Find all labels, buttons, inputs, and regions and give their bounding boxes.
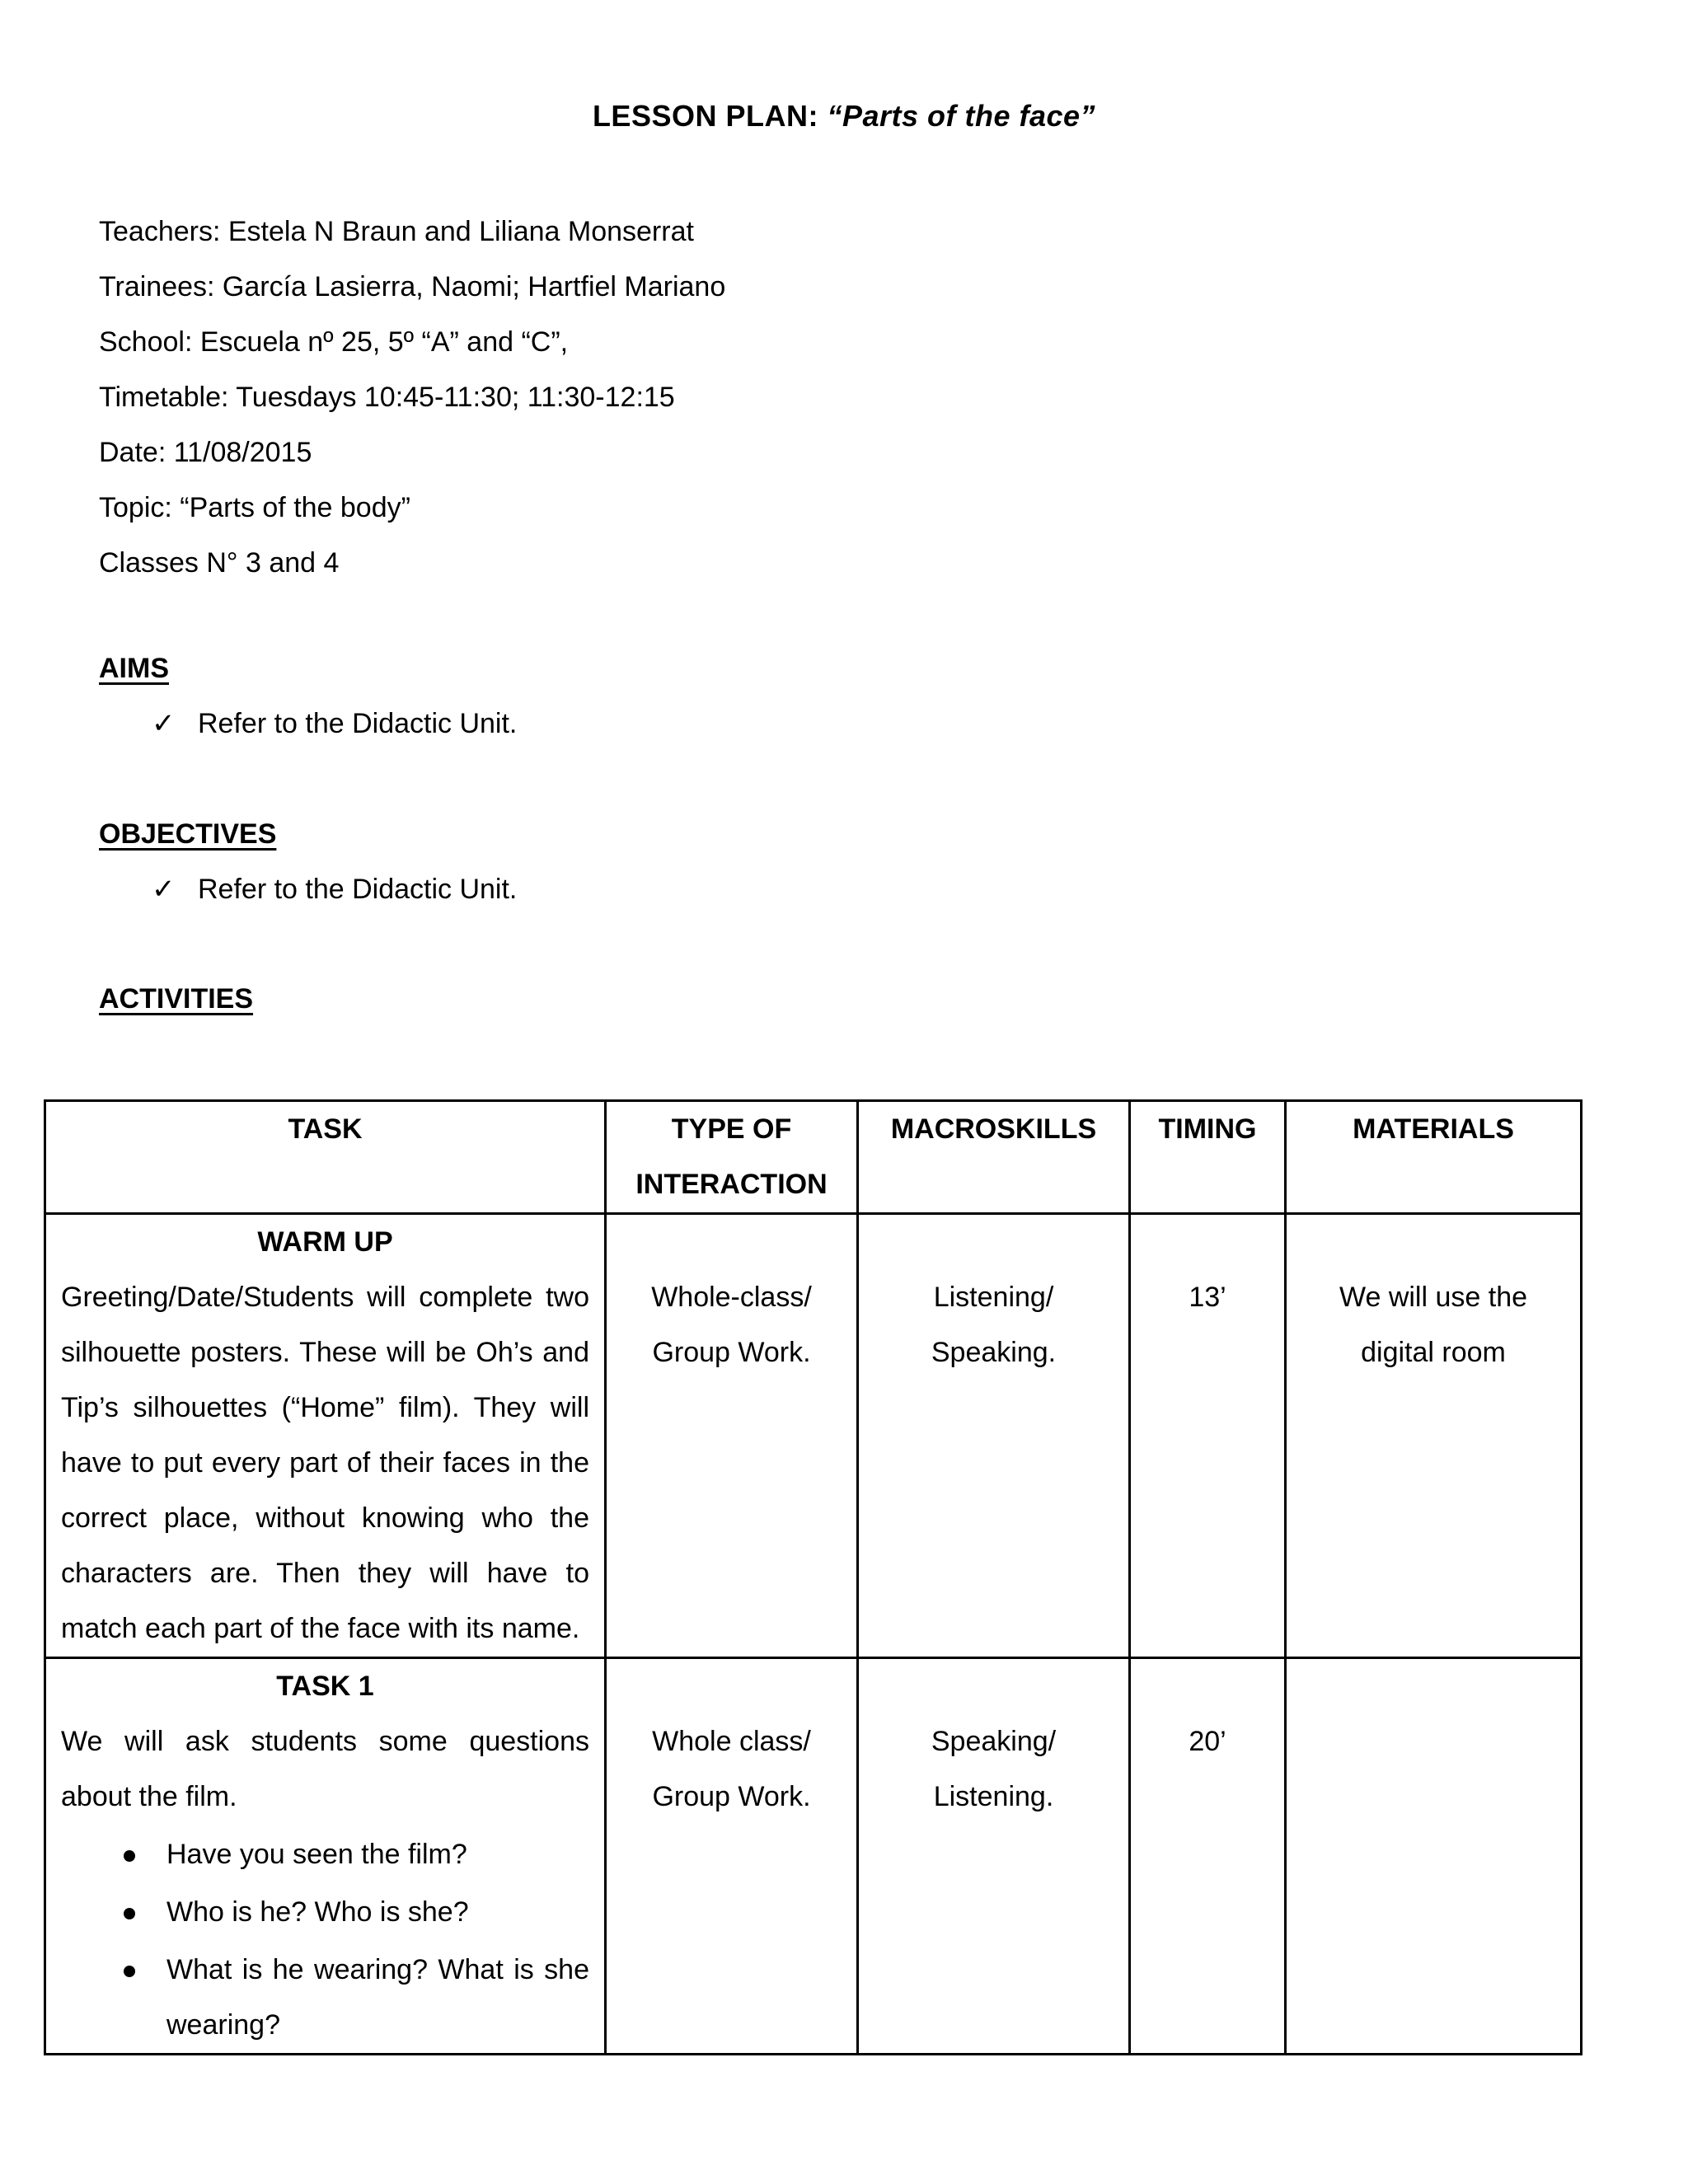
question-text: Have you seen the film? <box>166 1839 467 1870</box>
title-italic: “Parts of the face” <box>827 99 1096 133</box>
list-item <box>61 1943 589 2053</box>
macroskills-cell <box>858 1214 1130 1658</box>
task-description: We will ask students some questions about the film. <box>61 1726 589 1812</box>
aims-heading: AIMS <box>99 653 169 684</box>
checkmark-icon: ✓ <box>152 708 176 739</box>
timing-value: 13’ <box>1189 1282 1226 1313</box>
list-item <box>61 1827 589 1882</box>
table-row <box>45 1658 1582 2055</box>
date-line: Date: 11/08/2015 <box>99 437 312 468</box>
header-task: TASK <box>45 1101 606 1214</box>
macroskills-line2: Speaking. <box>931 1337 1057 1368</box>
objectives-item <box>152 873 517 906</box>
timing-cell <box>1130 1658 1286 2055</box>
interaction-line1: Whole class/ <box>652 1726 811 1757</box>
school-line: School: Escuela nº 25, 5º “A” and “C”, <box>99 326 569 358</box>
task-heading: TASK 1 <box>276 1671 374 1702</box>
classes-line: Classes N° 3 and 4 <box>99 547 340 579</box>
interaction-line2: Group Work. <box>652 1781 811 1812</box>
objectives-item-text: Refer to the Didactic Unit. <box>198 874 518 905</box>
activities-heading: ACTIVITIES <box>99 983 254 1015</box>
macroskills-line1: Speaking/ <box>931 1726 1057 1757</box>
task-cell <box>45 1658 606 2055</box>
bullet-icon <box>124 1850 135 1862</box>
table-row <box>45 1214 1582 1658</box>
materials-cell <box>1286 1214 1582 1658</box>
trainees-line: Trainees: García Lasierra, Naomi; Hartfiel Mariano <box>99 271 726 302</box>
question-text: What is he wearing? What is she wearing? <box>166 1954 589 2041</box>
interaction-line2: Group Work. <box>652 1337 811 1368</box>
interaction-cell <box>606 1658 858 2055</box>
checkmark-icon: ✓ <box>152 874 176 905</box>
header-macroskills: MACROSKILLS <box>858 1101 1130 1214</box>
task-cell <box>45 1214 606 1658</box>
macroskills-line2: Listening. <box>933 1781 1054 1812</box>
header-timing: TIMING <box>1130 1101 1286 1214</box>
timing-cell <box>1130 1214 1286 1658</box>
question-text: Who is he? Who is she? <box>166 1896 469 1928</box>
teachers-line: Teachers: Estela N Braun and Liliana Monserrat <box>99 216 694 247</box>
bullet-icon <box>124 1908 135 1919</box>
aims-item <box>152 707 517 740</box>
lesson-details <box>99 213 725 599</box>
header-type-line2: INTERACTION <box>635 1169 828 1200</box>
task-heading: WARM UP <box>257 1226 393 1258</box>
bullet-icon <box>124 1966 135 1977</box>
table-header-row <box>45 1101 1582 1214</box>
macroskills-line1: Listening/ <box>933 1282 1054 1313</box>
activities-table <box>44 1099 1582 2055</box>
interaction-cell <box>606 1214 858 1658</box>
header-type-of-interaction <box>606 1101 858 1214</box>
timing-value: 20’ <box>1189 1726 1226 1757</box>
page-title <box>0 99 1688 134</box>
title-prefix: LESSON PLAN: <box>592 99 828 133</box>
question-list <box>61 1827 589 2053</box>
list-item <box>61 1885 589 1940</box>
topic-line: Topic: “Parts of the body” <box>99 492 410 523</box>
macroskills-cell <box>858 1658 1130 2055</box>
materials-line1: We will use the <box>1339 1282 1528 1313</box>
objectives-heading: OBJECTIVES <box>99 818 277 850</box>
task-description: Greeting/Date/Students will complete two silhouette posters. These will be Oh’s and Tip’s silhouettes (“Home” film). They will have to put every part of their faces in the correct place, without knowing who the characters are. Then they will have to match each part of the face with its name. <box>61 1282 589 1644</box>
header-materials: MATERIALS <box>1286 1101 1582 1214</box>
header-type-line1: TYPE OF <box>671 1113 792 1145</box>
interaction-line1: Whole-class/ <box>651 1282 812 1313</box>
timetable-line: Timetable: Tuesdays 10:45-11:30; 11:30-12:15 <box>99 382 675 413</box>
materials-cell <box>1286 1658 1582 2055</box>
aims-item-text: Refer to the Didactic Unit. <box>198 708 518 739</box>
materials-line2: digital room <box>1361 1337 1506 1368</box>
